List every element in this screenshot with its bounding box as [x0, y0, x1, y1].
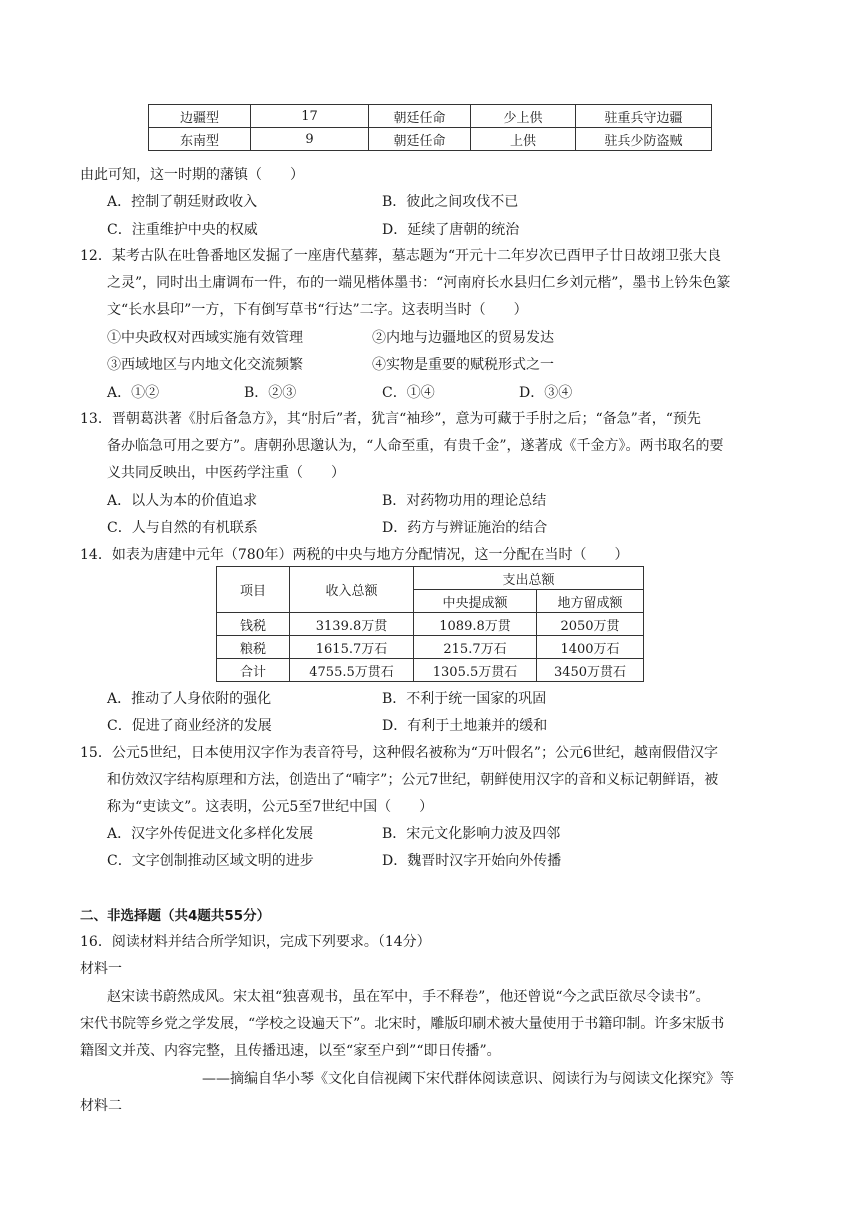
table-header-row [217, 567, 644, 590]
q13-option-b: B．对药物功用的理论总结 [382, 493, 547, 509]
table-row [217, 636, 644, 659]
q13-option-d: D．药方与辨证施治的结合 [382, 520, 548, 536]
tax-table [216, 566, 644, 682]
q12-item-4: ④实物是重要的赋税形式之一 [372, 357, 554, 373]
q15-line-3: 称为“吏读文”。这表明，公元5至7世纪中国（ ） [107, 799, 434, 815]
q12-line-3: 文“长水县印”一方，下有倒写草书“行达”二字。这表明当时（ ） [107, 302, 528, 318]
q15-line-1: 15．公元5世纪，日本使用汉字作为表音符号，这种假名被称为“万叶假名”；公元6世纪，越南假借汉字 [80, 745, 718, 761]
q14-option-d: D．有利于土地兼并的缓和 [382, 718, 548, 734]
material1-line-3: 籍图文并茂、内容完整，且传播迅速，以至“家至户到”“即日传播”。 [80, 1043, 501, 1059]
q13-option-c: C．人与自然的有机联系 [107, 520, 258, 536]
material1-line-1: 赵宋读书蔚然成风。宋太祖“独喜观书，虽在军中，手不释卷”，他还曾说“今之武臣欲尽令读书”。 [107, 989, 710, 1005]
q16-stem: 16．阅读材料并结合所学知识，完成下列要求。（14分） [80, 934, 431, 950]
table-cell: 9 [251, 128, 369, 151]
table-cell: 钱税 [217, 613, 290, 636]
q12-option-b: B．②③ [244, 385, 297, 401]
header-central: 中央提成额 [414, 590, 537, 613]
q12-item-3: ③西域地区与内地文化交流频繁 [107, 357, 303, 373]
table-cell: 合计 [217, 659, 290, 682]
table-row [149, 128, 712, 151]
q12-item-1: ①中央政权对西域实施有效管理 [107, 330, 303, 346]
q14-stem: 14．如表为唐建中元年（780年）两税的中央与地方分配情况，这一分配在当时（ ） [80, 547, 629, 563]
q11-option-a: A．控制了朝廷财政收入 [107, 194, 258, 210]
table-cell: 边疆型 [149, 105, 251, 128]
q12-option-c: C．①④ [382, 385, 435, 401]
table-cell: 215.7万石 [414, 636, 537, 659]
q11-option-d: D．延续了唐朝的统治 [382, 222, 520, 238]
table-cell: 朝廷任命 [369, 128, 471, 151]
q12-option-a: A．①② [107, 385, 160, 401]
table-row [149, 105, 712, 128]
table-cell: 驻重兵守边疆 [576, 105, 712, 128]
table-cell: 3450万贯石 [537, 659, 644, 682]
q15-option-d: D．魏晋时汉字开始向外传播 [382, 853, 562, 869]
material1-source: ——摘编自华小琴《文化自信视阈下宋代群体阅读意识、阅读行为与阅读文化探究》等 [202, 1071, 734, 1087]
q14-option-a: A．推动了人身依附的强化 [107, 691, 272, 707]
header-expense: 支出总额 [414, 567, 644, 590]
q13-line-3: 义共同反映出，中医药学注重（ ） [107, 465, 345, 481]
q14-option-b: B．不利于统一国家的巩固 [382, 691, 547, 707]
table-cell: 17 [251, 105, 369, 128]
table-cell: 3139.8万贯 [290, 613, 414, 636]
q11-stem: 由此可知，这一时期的藩镇（ ） [80, 167, 304, 183]
q15-option-c: C．文字创制推动区域文明的进步 [107, 853, 314, 869]
material1-label: 材料一 [80, 961, 122, 977]
table-cell: 少上供 [471, 105, 576, 128]
fanzhen-table [148, 104, 712, 151]
q14-option-c: C．促进了商业经济的发展 [107, 718, 272, 734]
q12-item-2: ②内地与边疆地区的贸易发达 [372, 330, 554, 346]
q15-option-a: A．汉字外传促进文化多样化发展 [107, 826, 314, 842]
table-cell: 4755.5万贯石 [290, 659, 414, 682]
table-cell: 1305.5万贯石 [414, 659, 537, 682]
section-title: 二、非选择题（共4题共55分） [80, 908, 271, 924]
q15-line-2: 和仿效汉字结构原理和方法，创造出了“喃字”；公元7世纪，朝鲜使用汉字的音和义标记朝鲜语，被 [107, 772, 719, 788]
q15-option-b: B．宋元文化影响力波及四邻 [382, 826, 561, 842]
q11-option-b: B．彼此之间攻伐不已 [382, 194, 519, 210]
table-cell: 朝廷任命 [369, 105, 471, 128]
table-cell: 上供 [471, 128, 576, 151]
table-cell: 2050万贯 [537, 613, 644, 636]
q13-line-1: 13．晋朝葛洪著《肘后备急方》，其“肘后”者，犹言“袖珍”，意为可藏于手肘之后；“备急”者，“预先 [80, 411, 701, 427]
table-row [217, 659, 644, 682]
q13-option-a: A．以人为本的价值追求 [107, 493, 258, 509]
table-cell: 1400万石 [537, 636, 644, 659]
material1-line-2: 宋代书院等乡党之学发展，“学校之设遍天下”。北宋时，雕版印刷术被大量使用于书籍印制。许多宋版书 [80, 1016, 725, 1032]
table-cell: 驻兵少防盗贼 [576, 128, 712, 151]
q12-option-d: D．③④ [519, 385, 573, 401]
q11-option-c: C．注重维护中央的权威 [107, 222, 258, 238]
q12-line-2: 之灵”，同时出土庸调布一件，布的一端见楷体墨书：“河南府长水县归仁乡刘元楷”，墨书上钤朱色篆 [107, 275, 731, 291]
q12-line-1: 12．某考古队在吐鲁番地区发掘了一座唐代墓葬，墓志题为“开元十二年岁次已酉甲子廿日故翊卫张大良 [80, 248, 721, 264]
material2-label: 材料二 [80, 1098, 122, 1114]
table-cell: 粮税 [217, 636, 290, 659]
header-local: 地方留成额 [537, 590, 644, 613]
table-row [217, 613, 644, 636]
header-income: 收入总额 [290, 567, 414, 613]
table-cell: 1089.8万贯 [414, 613, 537, 636]
table-cell: 东南型 [149, 128, 251, 151]
header-item: 项目 [217, 567, 290, 613]
table-cell: 1615.7万石 [290, 636, 414, 659]
q13-line-2: 备办临急可用之要方”。唐朝孙思邈认为，“人命至重，有贵千金”，遂著成《千金方》。两书取名的要 [107, 438, 724, 454]
